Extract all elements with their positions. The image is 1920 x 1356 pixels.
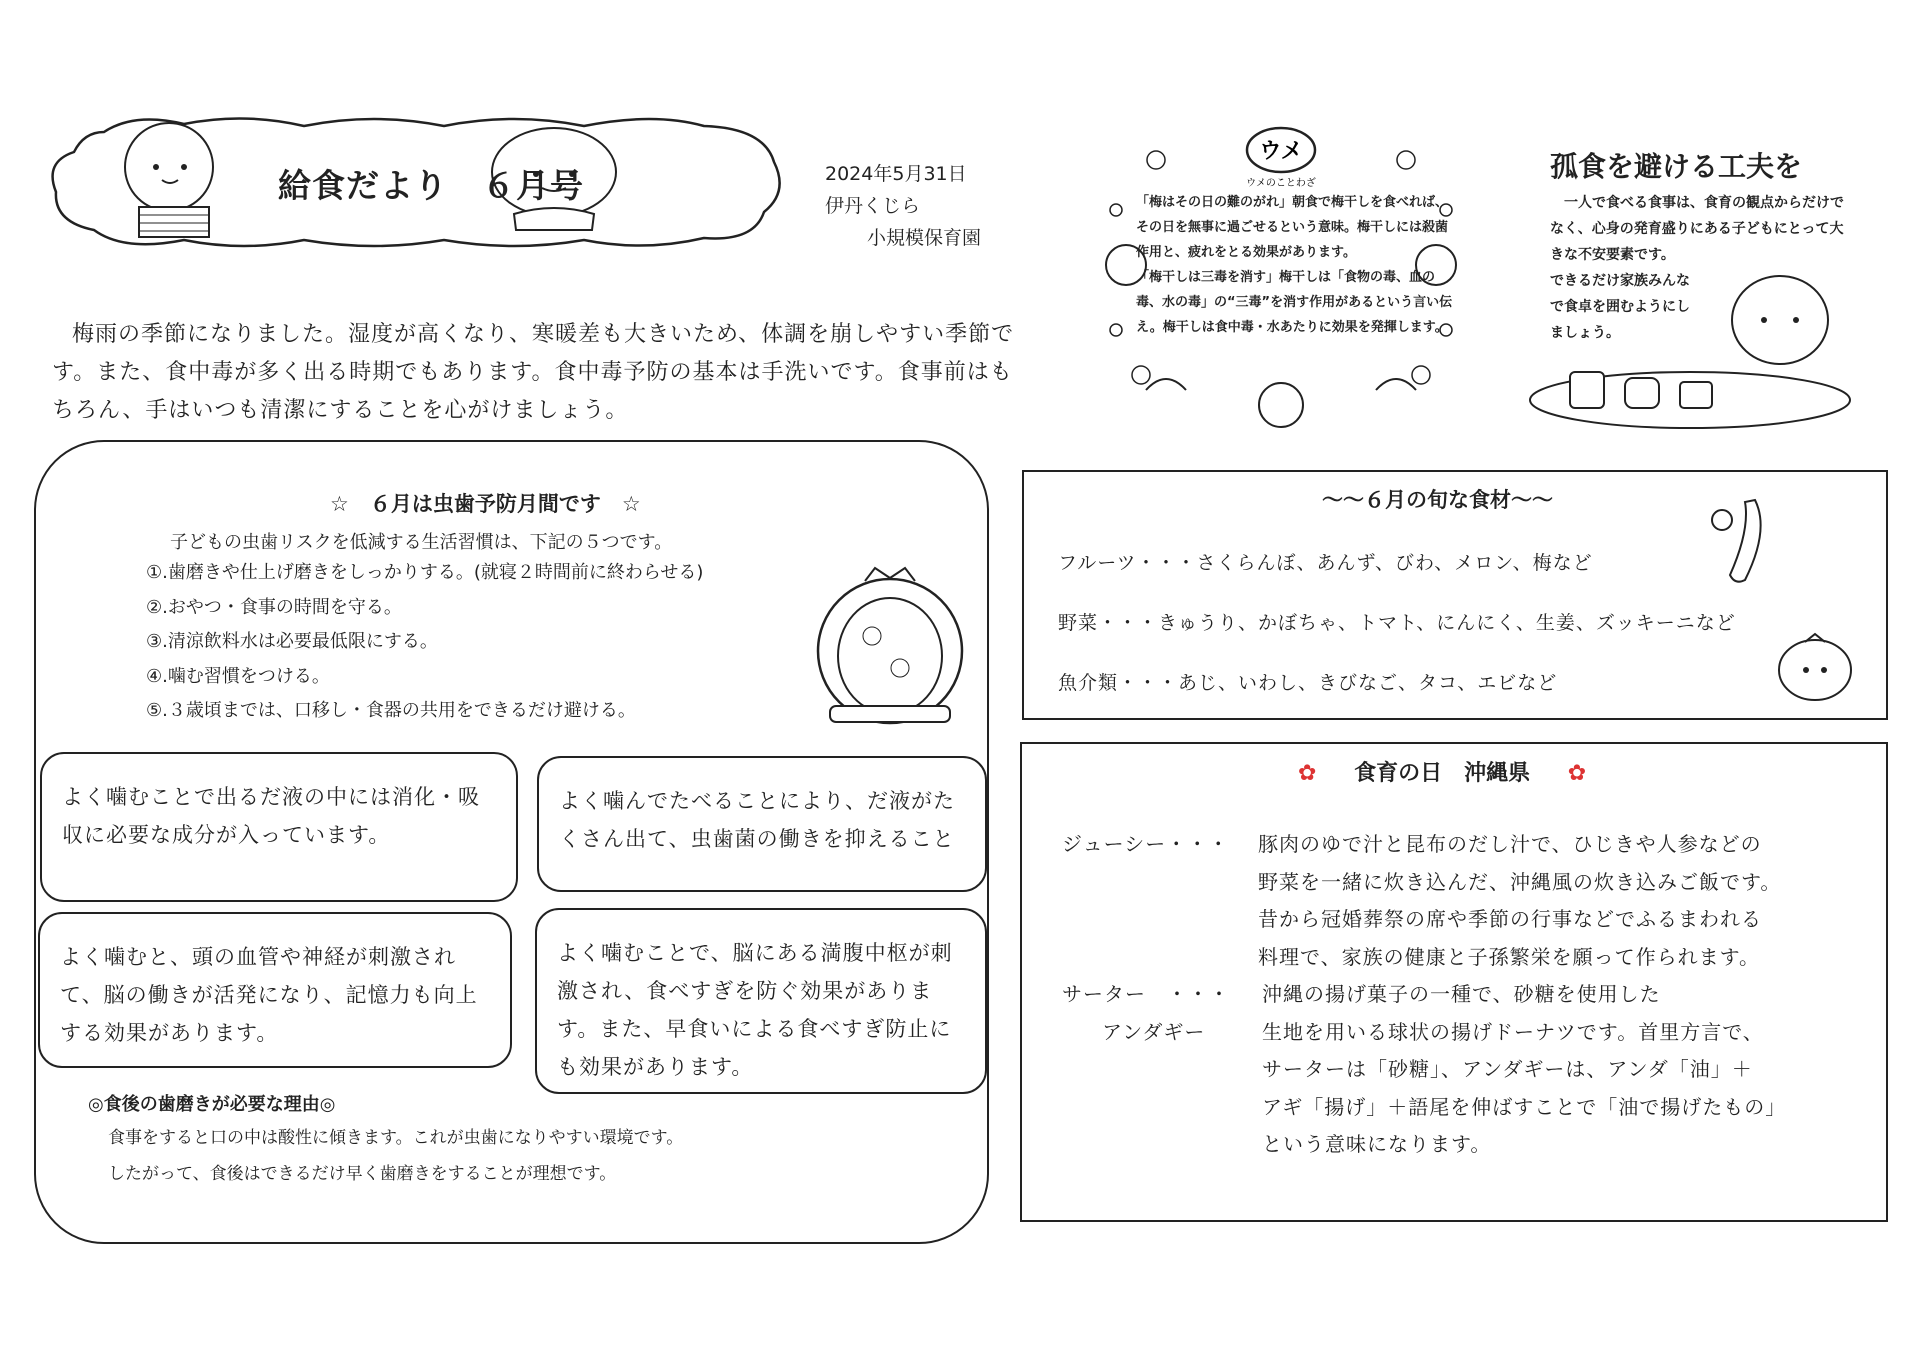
list-item: ③.清涼飲料水は必要最低限にする。 — [146, 631, 438, 652]
cucumber-character-icon — [1700, 490, 1790, 590]
chewing-card-digestion: よく噛むことで出るだ液の中には消化・吸収に必要な成分が入っています。 — [40, 752, 518, 902]
dish-desc-juicy: 豚肉のゆで汁と昆布のだし汁で、ひじきや人参などの 野菜を一緒に炊き込んだ、沖縄風の炊き込みご飯です。 昔から冠婚葬祭の席や季節の行事などでふるまわれる 料理で、家族の健康と子孫繁栄を願って作られます。 — [1258, 832, 1782, 969]
dental-lead: 子どもの虫歯リスクを低減する生活習慣は、下記の５つです。 — [170, 532, 673, 553]
dish-name-juicy: ジューシー・・・ — [1062, 832, 1230, 856]
chewing-card-saliva: よく噛んでたべることにより、だ液がたくさん出て、虫歯菌の働きを抑えること — [537, 756, 987, 892]
dish-name-sata-andagi: サーター ・・・ アンダギー — [1062, 982, 1230, 1044]
seasonal-row-seafood: 魚介類・・・あじ、いわし、きびなご、タコ、エビなど — [1058, 672, 1558, 694]
list-item: ①.歯磨きや仕上げ磨きをしっかりする。(就寝２時間前に終わらせる) — [146, 562, 704, 583]
habit-list — [146, 556, 703, 729]
dish-desc-sata-andagi: 沖縄の揚げ菓子の一種で、砂糖を使用した 生地を用いる球状の揚げドーナツです。首里方言で、 サーターは「砂糖」、アンダギーは、アンダ「油」＋ アギ「揚げ」＋語尾を伸ばすことで「油で揚げたもの」 という意味になります。 — [1262, 982, 1787, 1156]
tomato-character-icon — [1770, 626, 1860, 706]
brushing-reason-title: ◎食後の歯磨きが必要な理由◎ — [88, 1094, 336, 1115]
ume-proverb-text: 「梅はその日の難のがれ」朝食で梅干しを食べれば、その日を無事に過ごせるという意味。梅干しには殺菌作用と、疲れをとる効果があります。 「梅干しは三毒を消す」梅干しは「食物の毒、血の毒、水の毒」の“三毒”を消す作用があるという言い伝え。梅干しは食中毒・水あたりに効果を発揮します。 — [1136, 195, 1453, 335]
ume-caption: ウメのことわざ — [1246, 178, 1316, 189]
dental-section-title: ☆ ６月は虫歯予防月間です ☆ — [330, 492, 641, 516]
koshoku-text: 一人で食べる食事は、食育の観点からだけでなく、心身の発育盛りにある子どもにとって大きな不安要素です。 できるだけ家族みんなで食卓を囲むようにしましょう。 — [1550, 195, 1844, 341]
ume-badge: ウメ — [1259, 139, 1303, 164]
issue-date: 2024年5月31日 — [825, 163, 967, 185]
okinawa-title: ✿ 食育の日 沖縄県 ✿ — [1298, 761, 1587, 786]
boy-chef-illustration — [125, 123, 213, 237]
seasonal-row-fruits: フルーツ・・・さくらんぼ、あんず、びわ、メロン、梅など — [1058, 552, 1593, 574]
list-item: ⑤.３歳頃までは、口移し・食器の共用をできるだけ避ける。 — [146, 700, 636, 721]
list-item: ④.噛む習慣をつける。 — [146, 665, 330, 687]
header-info — [825, 158, 981, 254]
newsletter-title: 給食だより ６月号 — [278, 166, 584, 205]
seasonal-foods-title: ～～６月の旬な食材～～ — [1322, 488, 1553, 512]
chewing-card-satiety: よく噛むことで、脳にある満腹中枢が刺激され、食べすぎを防ぐ効果があります。また、早食いによる食べすぎ防止にも効果があります。 — [535, 908, 987, 1094]
hibiscus-icon: ✿ — [1298, 761, 1317, 786]
koshoku-title: 孤食を避ける工夫を — [1550, 150, 1803, 183]
hibiscus-icon: ✿ — [1567, 761, 1587, 786]
tooth-mirror-illustration — [800, 556, 980, 736]
intro-paragraph: 梅雨の季節になりました。湿度が高くなり、寒暖差も大きいため、体調を崩しやすい季節です。また、食中毒が多く出る時期でもあります。食中毒予防の基本は手洗いです。食事前はもちろん、手はいつも清潔にすることを心がけましょう。 — [52, 322, 1015, 423]
brushing-reason-text: 食事をすると口の中は酸性に傾きます。これが虫歯になりやすい環境です。 したがって、食後はできるだけ早く歯磨きをすることが理想です。 — [108, 1128, 684, 1184]
seasonal-row-vegetables: 野菜・・・きゅうり、かぼちゃ、トマト、にんにく、生姜、ズッキーニなど — [1058, 612, 1736, 634]
family-table-illustration — [1520, 260, 1880, 430]
chewing-card-brain: よく噛むと、頭の血管や神経が刺激されて、脳の働きが活発になり、記憶力も向上する効果があります。 — [38, 912, 512, 1068]
organization-name: 小規模保育園 — [867, 227, 982, 249]
author-name: 伊丹くじら — [825, 195, 921, 217]
list-item: ②.おやつ・食事の時間を守る。 — [146, 596, 402, 618]
